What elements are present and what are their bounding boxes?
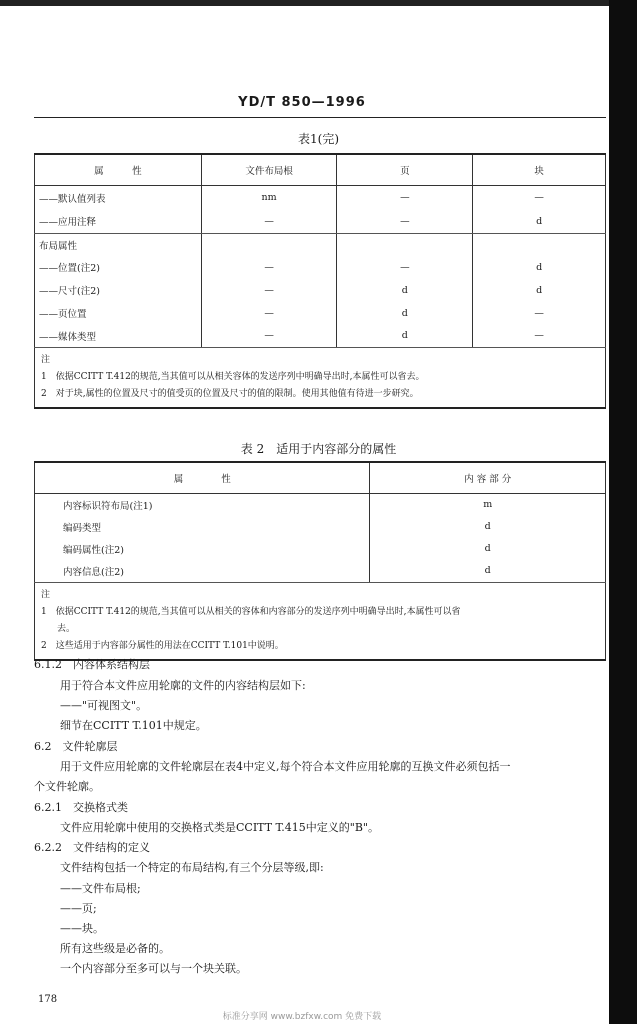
table1-cell: — xyxy=(473,325,606,348)
section-6-1-2-heading: 6.1.2 内容体系结构层 xyxy=(34,658,150,671)
table1-header-row xyxy=(35,154,606,186)
list-item: ——文件布局根; xyxy=(60,882,141,895)
paragraph: 用于文件应用轮廓的文件轮廓层在表4中定义,每个符合本文件应用轮廓的互换文件必须包括一 xyxy=(60,760,511,773)
table1-cell: — xyxy=(473,186,606,210)
table1-cell: d xyxy=(337,325,473,348)
table1-header-doc-layout-root: 文件布局根 xyxy=(201,154,337,186)
table2-cell: 编码类型 xyxy=(35,516,370,538)
table-row xyxy=(35,538,606,560)
table1-cell: ——尺寸(注2) xyxy=(35,279,202,302)
table2 xyxy=(34,461,606,661)
table1-cell: ——页位置 xyxy=(35,302,202,325)
table-row xyxy=(35,186,606,210)
table1-cell: d xyxy=(473,256,606,279)
table1-cell: — xyxy=(201,210,337,234)
table-row xyxy=(35,234,606,256)
paragraph: 一个内容部分至多可以与一个块关联。 xyxy=(60,962,247,975)
table-row xyxy=(35,494,606,516)
table1-cell: d xyxy=(473,210,606,234)
table1-note-2: 2 对于块,属性的位置及尺寸的值受页的位置及尺寸的值的限制。使用其他值有待进一步研究。 xyxy=(41,389,419,399)
paragraph: 用于符合本文件应用轮廓的文件的内容结构层如下: xyxy=(60,679,306,692)
table1-cell: — xyxy=(201,256,337,279)
scan-top-edge xyxy=(0,0,637,6)
paragraph: 所有这些级是必备的。 xyxy=(60,942,170,955)
table1-caption: 表1(完) xyxy=(298,132,339,146)
table-row xyxy=(35,560,606,583)
paragraph-cont: 个文件轮廓。 xyxy=(34,780,100,793)
table2-notes xyxy=(35,583,606,661)
table2-cell: m xyxy=(370,494,606,516)
table2-header-content-portion: 内 容 部 分 xyxy=(370,462,606,494)
table-row xyxy=(35,325,606,348)
table1-cell: nm xyxy=(201,186,337,210)
scan-right-edge xyxy=(609,0,637,1024)
table2-cell: 内容标识符布局(注1) xyxy=(35,494,370,516)
table2-header-row xyxy=(35,462,606,494)
paragraph: 文件应用轮廓中使用的交换格式类是CCITT T.415中定义的"B"。 xyxy=(60,821,379,834)
table1-cell: — xyxy=(201,302,337,325)
table1-notes-row xyxy=(35,348,606,409)
table1-cell: — xyxy=(201,325,337,348)
table2-cell: d xyxy=(370,538,606,560)
section-6-2-heading: 6.2 文件轮廓层 xyxy=(34,740,118,753)
table-row xyxy=(35,210,606,234)
table2-note-1: 1 依据CCITT T.412的规范,当其值可以从相关的容体和内容部分的发送序列中明确导出时,本属性可以省 xyxy=(41,607,461,617)
table1-cell: ——应用注释 xyxy=(35,210,202,234)
table1-cell: d xyxy=(473,279,606,302)
list-item: ——块。 xyxy=(60,922,104,935)
table1-cell: ——默认值列表 xyxy=(35,186,202,210)
watermark: 标准分享网 www.bzfxw.com 免费下载 xyxy=(222,1012,382,1022)
table1-group-label: 布局属性 xyxy=(35,234,202,256)
table1-notes xyxy=(35,348,606,409)
table2-notes-row xyxy=(35,583,606,661)
table1-header-block: 块 xyxy=(473,154,606,186)
table1-cell: ——媒体类型 xyxy=(35,325,202,348)
table1-cell: — xyxy=(201,279,337,302)
table2-notes-title: 注 xyxy=(41,590,51,600)
page-number: 178 xyxy=(38,994,58,1005)
section-6-2-1-heading: 6.2.1 交换格式类 xyxy=(34,801,128,814)
table1 xyxy=(34,153,606,409)
list-item: ——"可视图文"。 xyxy=(60,699,148,712)
table1-cell: d xyxy=(337,279,473,302)
table1-cell: — xyxy=(337,186,473,210)
header-rule xyxy=(34,117,606,118)
paragraph: 文件结构包括一个特定的布局结构,有三个分层等级,即: xyxy=(60,861,324,874)
table1-cell: d xyxy=(337,302,473,325)
table1-header-attribute: 属 性 xyxy=(35,154,202,186)
table1-note-1: 1 依据CCITT T.412的规范,当其值可以从相关容体的发送序列中明确导出时,本属性可以省去。 xyxy=(41,372,425,382)
table2-cell: d xyxy=(370,516,606,538)
table-row xyxy=(35,516,606,538)
standard-code: YD/T 850—1996 xyxy=(238,95,366,110)
table2-note-2: 2 这些适用于内容部分属性的用法在CCITT T.101中说明。 xyxy=(41,641,284,651)
table-row xyxy=(35,302,606,325)
table2-cell: 编码属性(注2) xyxy=(35,538,370,560)
table1-cell: — xyxy=(337,210,473,234)
table1-notes-title: 注 xyxy=(41,355,51,365)
table1-header-page: 页 xyxy=(337,154,473,186)
list-item: ——页; xyxy=(60,902,97,915)
table2-note-1-cont: 去。 xyxy=(57,624,76,634)
table2-cell: 内容信息(注2) xyxy=(35,560,370,583)
table1-cell: — xyxy=(337,256,473,279)
paragraph: 细节在CCITT T.101中规定。 xyxy=(60,719,207,732)
table1-cell: — xyxy=(473,302,606,325)
table2-cell: d xyxy=(370,560,606,583)
section-6-2-2-heading: 6.2.2 文件结构的定义 xyxy=(34,841,150,854)
table-row xyxy=(35,256,606,279)
table-row xyxy=(35,279,606,302)
table2-header-attribute: 属 性 xyxy=(35,462,370,494)
table1-cell: ——位置(注2) xyxy=(35,256,202,279)
table2-caption: 表 2 适用于内容部分的属性 xyxy=(240,442,397,456)
